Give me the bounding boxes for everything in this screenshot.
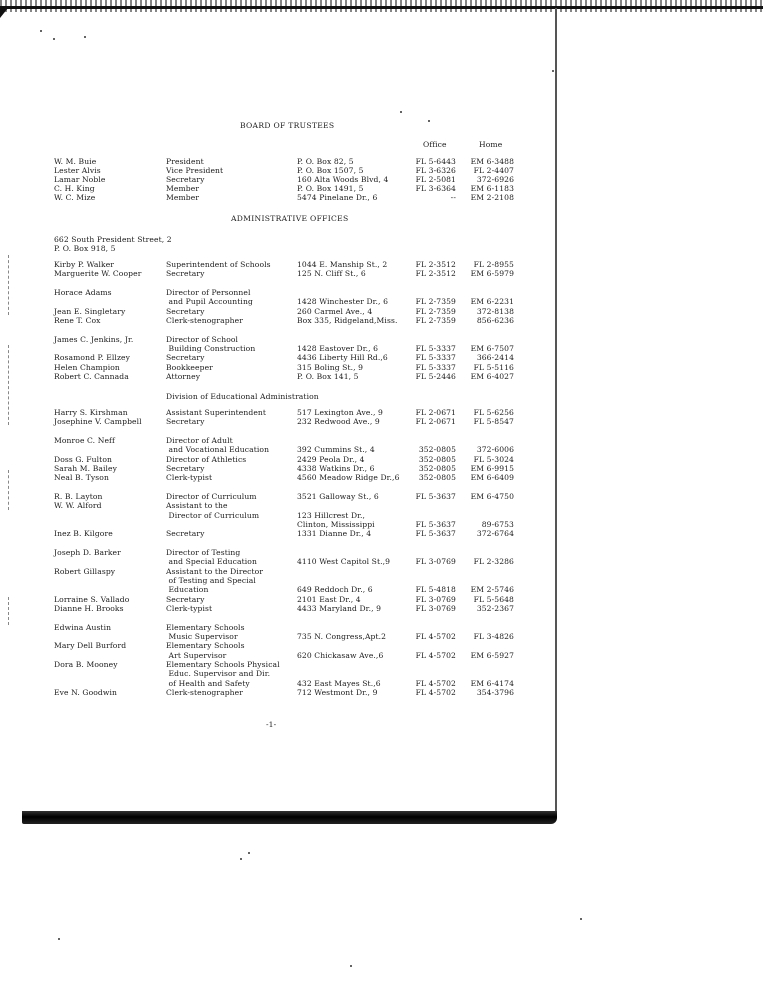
- scan-corner-mark: [0, 8, 8, 18]
- trustee-title: Secretary: [166, 175, 205, 185]
- speck: [428, 120, 430, 122]
- staff-home-phone: EM 6-4750: [470, 492, 514, 502]
- staff-office-phone: 352-0805: [418, 464, 456, 473]
- trustee-home-phone: EM 6-1183: [470, 184, 514, 194]
- staff-office-phone: FL 5-2446: [415, 372, 456, 381]
- staff-address: 1331 Dianne Dr., 4: [297, 529, 372, 539]
- staff-address: 315 Boling St., 9: [297, 362, 364, 372]
- staff-office-phone: FL 3-0769: [415, 603, 456, 613]
- section-heading-division: Division of Educational Administration: [166, 392, 319, 401]
- staff-title: Attorney: [166, 372, 201, 381]
- staff-home-phone: 354-3796: [476, 687, 514, 697]
- trustee-office-phone: FL 3-6364: [415, 184, 456, 194]
- trustee-address: 160 Alta Woods Blvd, 4: [297, 175, 389, 185]
- staff-office-phone: FL 5-3337: [415, 362, 456, 372]
- staff-address: 4110 West Capitol St.,9: [297, 557, 391, 567]
- staff-title: Building Construction: [166, 344, 256, 354]
- staff-address: 4433 Maryland Dr., 9: [297, 603, 382, 613]
- staff-name: Robert C. Cannada: [54, 372, 129, 381]
- staff-address: 123 Hillcrest Dr.,: [297, 510, 366, 520]
- staff-address: 260 Carmel Ave., 4: [297, 306, 373, 316]
- staff-title: Secretary: [166, 353, 205, 363]
- staff-address: P. O. Box 141, 5: [297, 372, 359, 381]
- staff-office-phone: FL 5-3637: [415, 520, 456, 529]
- staff-name: Lorraine S. Vallado: [54, 594, 130, 604]
- staff-office-phone: FL 2-7359: [415, 297, 456, 307]
- staff-address: 517 Lexington Ave., 9: [297, 408, 383, 417]
- speck: [552, 70, 554, 72]
- staff-title: Director of Curriculum: [166, 510, 260, 520]
- staff-name: Mary Dell Burford: [54, 641, 127, 651]
- admin-address-line: 662 South President Street, 2: [54, 235, 172, 244]
- staff-address: 432 East Mayes St.,6: [297, 678, 381, 688]
- staff-address: Clinton, Mississippi: [297, 520, 375, 529]
- staff-title: Director of Testing: [166, 548, 241, 558]
- staff-title: Educ. Supervisor and Dir.: [166, 669, 271, 679]
- staff-home-phone: EM 6-4027: [470, 372, 514, 381]
- staff-home-phone: 366-2414: [476, 353, 514, 363]
- staff-home-phone: EM 6-5927: [470, 650, 514, 660]
- staff-office-phone: FL 4-5702: [415, 687, 456, 697]
- staff-name: Horace Adams: [54, 288, 112, 298]
- speck: [58, 938, 60, 940]
- trustee-title: Vice President: [166, 166, 224, 176]
- trustee-title: Member: [166, 184, 200, 194]
- margin-dashes: [8, 255, 10, 315]
- staff-office-phone: 352-0805: [418, 473, 456, 483]
- staff-name: Doss G. Fulton: [54, 454, 112, 464]
- speck: [400, 111, 402, 113]
- staff-address: 1428 Winchester Dr., 6: [297, 297, 389, 307]
- staff-address: 649 Reddoch Dr., 6: [297, 585, 373, 595]
- staff-name: Neal B. Tyson: [54, 473, 109, 483]
- staff-title: Secretary: [166, 594, 205, 604]
- staff-home-phone: EM 2-5746: [470, 585, 514, 595]
- staff-name: Harry S. Kirshman: [54, 408, 128, 417]
- staff-title: Clerk-typist: [166, 473, 213, 483]
- staff-home-phone: 352-2367: [476, 603, 514, 613]
- trustee-title: Member: [166, 193, 200, 203]
- page-bottom-edge: [22, 811, 557, 824]
- staff-home-phone: FL 5-5116: [473, 362, 514, 372]
- trustee-name: Lester Alvis: [54, 166, 101, 176]
- staff-home-phone: FL 5-6256: [473, 408, 514, 417]
- staff-title: Clerk-stenographer: [166, 316, 243, 325]
- margin-dashes: [8, 470, 10, 510]
- scan-top-bar: [0, 6, 763, 9]
- trustee-office-phone: FL 2-5081: [415, 175, 456, 185]
- staff-address: 4436 Liberty Hill Rd.,6: [297, 353, 388, 363]
- speck: [580, 918, 582, 920]
- staff-title: Secretary: [166, 464, 205, 473]
- staff-office-phone: FL 2-3512: [415, 260, 456, 269]
- staff-name: Rosamond P. Ellzey: [54, 353, 131, 363]
- page-number: -1-: [266, 720, 277, 729]
- staff-home-phone: EM 6-7507: [470, 344, 514, 354]
- staff-address: 2429 Peola Dr., 4: [297, 454, 365, 464]
- staff-title: Music Supervisor: [166, 632, 238, 641]
- staff-address: Box 335, Ridgeland,Miss.: [297, 316, 398, 325]
- staff-address: 4338 Watkins Dr., 6: [297, 464, 375, 473]
- staff-title: Clerk-stenographer: [166, 687, 243, 697]
- staff-name: Sarah M. Bailey: [54, 464, 118, 473]
- staff-title: Superintendent of Schools: [166, 260, 271, 269]
- staff-office-phone: FL 2-3512: [415, 269, 456, 279]
- trustee-address: 5474 Pinelane Dr., 6: [297, 193, 378, 203]
- staff-office-phone: FL 3-0769: [415, 557, 456, 567]
- staff-home-phone: 372-8138: [476, 306, 514, 316]
- staff-address: 125 N. Cliff St., 6: [297, 269, 366, 279]
- staff-name: Dora B. Mooney: [54, 659, 118, 669]
- staff-name: Josephine V. Campbell: [54, 417, 142, 427]
- staff-title: Secretary: [166, 269, 205, 279]
- staff-title: Director of Athletics: [166, 454, 247, 464]
- staff-name: Eve N. Goodwin: [54, 687, 118, 697]
- staff-home-phone: 372-6764: [476, 529, 514, 539]
- page-title: BOARD OF TRUSTEES: [240, 121, 335, 130]
- staff-office-phone: FL 5-3337: [415, 344, 456, 354]
- staff-title: Secretary: [166, 306, 205, 316]
- margin-dashes: [8, 345, 10, 425]
- staff-home-phone: 372-6006: [476, 445, 514, 455]
- staff-address: 392 Cummins St., 4: [297, 445, 375, 455]
- staff-office-phone: FL 2-7359: [415, 316, 456, 325]
- staff-title: Bookkeeper: [166, 362, 213, 372]
- staff-office-phone: FL 4-5702: [415, 632, 456, 641]
- staff-office-phone: FL 4-5702: [415, 678, 456, 688]
- staff-name: Jean E. Singletary: [54, 306, 126, 316]
- staff-office-phone: FL 5-4818: [415, 585, 456, 595]
- staff-title: Art Supervisor: [166, 650, 227, 660]
- staff-name: R. B. Layton: [54, 492, 103, 502]
- admin-address-line: P. O. Box 918, 5: [54, 244, 116, 253]
- staff-office-phone: 352-0805: [418, 454, 456, 464]
- staff-office-phone: FL 5-3637: [415, 492, 456, 502]
- speck: [84, 36, 86, 38]
- staff-title: Director of School: [166, 334, 239, 344]
- trustee-address: P. O. Box 1491, 5: [297, 184, 364, 194]
- staff-name: Marguerite W. Cooper: [54, 269, 142, 279]
- trustee-address: P. O. Box 82, 5: [297, 157, 354, 166]
- staff-address: 735 N. Congress,Apt.2: [297, 632, 387, 641]
- staff-address: 1428 Eastover Dr., 6: [297, 344, 379, 354]
- trustee-home-phone: EM 2-2108: [470, 193, 514, 203]
- staff-title: and Pupil Accounting: [166, 297, 253, 307]
- trustee-title: President: [166, 157, 204, 166]
- staff-home-phone: EM 6-9915: [470, 464, 514, 473]
- staff-title: of Health and Safety: [166, 678, 250, 688]
- staff-title: Director of Adult: [166, 436, 233, 446]
- staff-office-phone: FL 2-0671: [415, 408, 456, 417]
- speck: [40, 30, 42, 32]
- trustee-home-phone: FL 2-4407: [473, 166, 514, 176]
- staff-title: Secretary: [166, 417, 205, 427]
- staff-home-phone: FL 2-8955: [473, 260, 514, 269]
- staff-title: Assistant Superintendent: [166, 408, 267, 417]
- staff-title: of Testing and Special: [166, 576, 256, 585]
- staff-title: Elementary Schools Physical: [166, 659, 280, 669]
- trustee-name: C. H. King: [54, 184, 95, 194]
- staff-home-phone: EM 6-5979: [470, 269, 514, 279]
- staff-name: James C. Jenkins, Jr.: [54, 334, 134, 344]
- staff-title: and Special Education: [166, 557, 257, 567]
- staff-title: Elementary Schools: [166, 641, 245, 651]
- staff-office-phone: 352-0805: [418, 445, 456, 455]
- staff-home-phone: FL 2-3286: [473, 557, 514, 567]
- trustee-name: W. M. Buie: [54, 157, 97, 166]
- trustee-name: Lamar Noble: [54, 175, 106, 185]
- staff-home-phone: EM 6-4174: [470, 678, 514, 688]
- margin-dashes: [8, 597, 10, 625]
- speck: [248, 852, 250, 854]
- staff-home-phone: 89-6753: [481, 520, 514, 529]
- staff-name: W. W. Alford: [54, 501, 102, 511]
- trustee-office-phone: FL 3-6326: [415, 166, 456, 176]
- staff-address: 712 Westmont Dr., 9: [297, 687, 378, 697]
- staff-title: Secretary: [166, 529, 205, 539]
- section-heading-administrative-offices: ADMINISTRATIVE OFFICES: [231, 214, 349, 223]
- staff-home-phone: FL 5-3024: [473, 454, 514, 464]
- staff-address: 2101 East Dr., 4: [297, 594, 361, 604]
- staff-title: Assistant to the: [166, 501, 228, 511]
- staff-home-phone: FL 5-8547: [473, 417, 514, 427]
- staff-office-phone: FL 2-7359: [415, 306, 456, 316]
- staff-home-phone: FL 3-4826: [473, 632, 514, 641]
- trustee-home-phone: EM 6-3488: [470, 157, 514, 166]
- staff-title: Assistant to the Director: [166, 566, 264, 576]
- staff-office-phone: FL 2-0671: [415, 417, 456, 427]
- staff-address: 3521 Galloway St., 6: [297, 492, 379, 502]
- staff-title: Elementary Schools: [166, 622, 245, 632]
- staff-name: Rene T. Cox: [54, 316, 101, 325]
- staff-office-phone: FL 5-3337: [415, 353, 456, 363]
- staff-title: Clerk-typist: [166, 603, 213, 613]
- staff-address: 620 Chickasaw Ave.,6: [297, 650, 384, 660]
- staff-home-phone: EM 6-6409: [470, 473, 514, 483]
- trustee-home-phone: 372-6926: [476, 175, 514, 185]
- staff-home-phone: EM 6-2231: [470, 297, 514, 307]
- staff-title: and Vocational Education: [166, 445, 270, 455]
- staff-address: 4560 Meadow Ridge Dr.,6: [297, 473, 400, 483]
- staff-title: Education: [166, 585, 209, 595]
- staff-office-phone: FL 3-0769: [415, 594, 456, 604]
- staff-address: 1044 E. Manship St., 2: [297, 260, 388, 269]
- staff-office-phone: FL 5-3637: [415, 529, 456, 539]
- staff-home-phone: FL 5-5648: [473, 594, 514, 604]
- speck: [240, 858, 242, 860]
- page-right-edge: [555, 8, 557, 813]
- column-header-office: Office: [423, 140, 447, 149]
- column-header-home: Home: [479, 140, 503, 149]
- staff-name: Kirby P. Walker: [54, 260, 115, 269]
- trustee-office-phone: --: [450, 193, 456, 203]
- trustee-office-phone: FL 5-6443: [415, 157, 456, 166]
- staff-home-phone: 856-6236: [476, 316, 514, 325]
- trustee-name: W. C. Mize: [54, 193, 96, 203]
- speck: [53, 38, 55, 40]
- trustee-address: P. O. Box 1507, 5: [297, 166, 364, 176]
- staff-name: Helen Champion: [54, 362, 120, 372]
- staff-title: Director of Personnel: [166, 288, 251, 298]
- staff-office-phone: FL 4-5702: [415, 650, 456, 660]
- staff-name: Joseph D. Barker: [54, 548, 121, 558]
- speck: [350, 965, 352, 967]
- staff-name: Dianne H. Brooks: [54, 603, 124, 613]
- staff-address: 232 Redwood Ave., 9: [297, 417, 380, 427]
- staff-name: Edwina Austin: [54, 622, 112, 632]
- staff-name: Inez B. Kilgore: [54, 529, 113, 539]
- staff-name: Robert Gillaspy: [54, 566, 116, 576]
- staff-title: Director of Curriculum: [166, 492, 257, 502]
- staff-name: Monroe C. Neff: [54, 436, 115, 446]
